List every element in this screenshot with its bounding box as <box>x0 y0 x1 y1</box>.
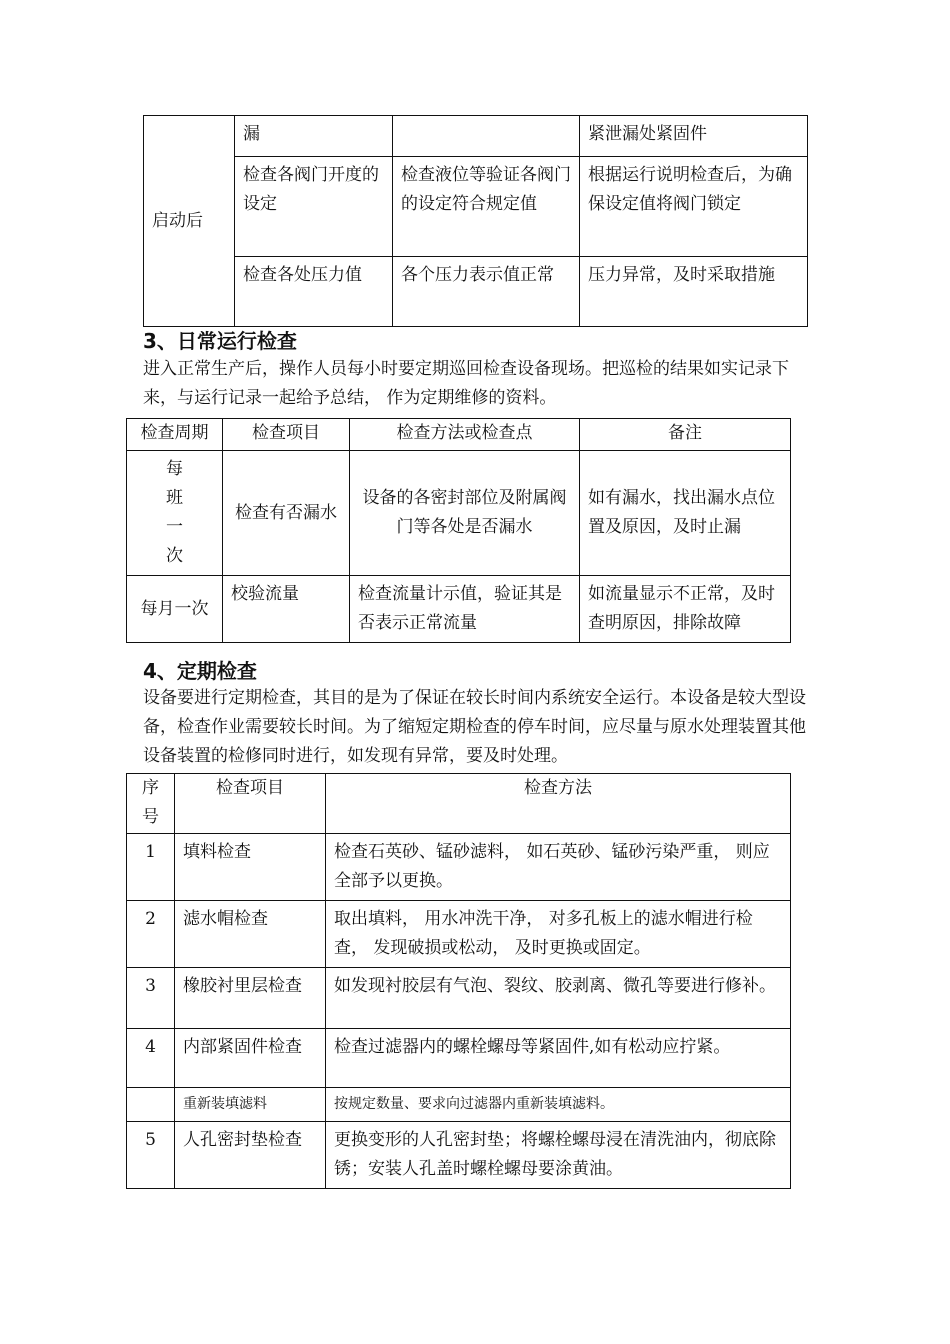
table-cell: 如发现衬胶层有气泡、裂纹、胶剥离、微孔等要进行修补。 <box>326 968 791 1029</box>
daily-check-table <box>126 418 791 643</box>
table-cell: 检查过滤器内的螺栓螺母等紧固件,如有松动应拧紧。 <box>326 1029 791 1088</box>
table-cell <box>127 1088 175 1122</box>
table-cell: 每月一次 <box>127 576 223 643</box>
column-header: 序号 <box>127 774 175 834</box>
table-cell: 按规定数量、要求向过滤器内重新装填滤料。 <box>326 1088 791 1122</box>
table-cell: 3 <box>127 968 175 1029</box>
startup-check-table <box>143 115 808 327</box>
table-cell: 更换变形的人孔密封垫；将螺栓螺母浸在清洗油内，彻底除锈；安装人孔盖时螺栓螺母要涂黄油。 <box>326 1122 791 1189</box>
table-cell: 2 <box>127 901 175 968</box>
table-cell: 重新装填滤料 <box>175 1088 326 1122</box>
table-cell: 1 <box>127 834 175 901</box>
table-cell: 如有漏水，找出漏水点位置及原因，及时止漏 <box>580 451 791 576</box>
section-heading: 4、定期检查 <box>143 659 257 683</box>
table-cell: 人孔密封垫检查 <box>175 1122 326 1189</box>
table-cell: 滤水帽检查 <box>175 901 326 968</box>
section-paragraph: 进入正常生产后，操作人员每小时要定期巡回检查设备现场。把巡检的结果如实记录下来，与运行记录一起给予总结， 作为定期维修的资料。 <box>143 359 789 408</box>
table-cell: 紧泄漏处紧固件 <box>580 116 808 157</box>
table-cell <box>393 116 580 157</box>
column-header: 检查方法 <box>326 774 791 834</box>
table-cell: 检查各阀门开度的设定 <box>235 157 393 257</box>
section-heading: 3、日常运行检查 <box>143 329 297 353</box>
table-cell: 根据运行说明检查后，为确保设定值将阀门锁定 <box>580 157 808 257</box>
column-header: 检查方法或检查点 <box>350 419 580 451</box>
column-header: 检查项目 <box>223 419 350 451</box>
table-cell: 填料检查 <box>175 834 326 901</box>
table-cell: 校验流量 <box>223 576 350 643</box>
table-cell: 检查石英砂、锰砂滤料， 如石英砂、锰砂污染严重， 则应全部予以更换。 <box>326 834 791 901</box>
table-cell: 如流量显示不正常，及时查明原因，排除故障 <box>580 576 791 643</box>
column-header: 备注 <box>580 419 791 451</box>
periodic-check-table <box>126 773 791 1189</box>
table-cell: 检查流量计示值，验证其是否表示正常流量 <box>350 576 580 643</box>
table-cell: 5 <box>127 1122 175 1189</box>
table-cell: 取出填料， 用水冲洗干净， 对多孔板上的滤水帽进行检查， 发现破损或松动， 及时更换或固定。 <box>326 901 791 968</box>
table-cell: 压力异常，及时采取措施 <box>580 257 808 327</box>
table-cell: 每 班 一 次 <box>127 451 223 576</box>
table-cell: 各个压力表示值正常 <box>393 257 580 327</box>
column-header: 检查项目 <box>175 774 326 834</box>
column-header: 检查周期 <box>127 419 223 451</box>
table-cell: 内部紧固件检查 <box>175 1029 326 1088</box>
table-cell: 橡胶衬里层检查 <box>175 968 326 1029</box>
table-cell: 检查液位等验证各阀门的设定符合规定值 <box>393 157 580 257</box>
table-cell: 检查有否漏水 <box>223 451 350 576</box>
table-cell: 漏 <box>235 116 393 157</box>
table-cell: 设备的各密封部位及附属阀门等各处是否漏水 <box>350 451 580 576</box>
section-paragraph: 设备要进行定期检查，其目的是为了保证在较长时间内系统安全运行。本设备是较大型设备，检查作业需要较长时间。为了缩短定期检查的停车时间，应尽量与原水处理装置其他设备装置的检修同时进行，如发现有异常，要及时处理。 <box>143 688 806 766</box>
group-label: 启动后 <box>144 116 235 327</box>
table-cell: 检查各处压力值 <box>235 257 393 327</box>
table-cell: 4 <box>127 1029 175 1088</box>
